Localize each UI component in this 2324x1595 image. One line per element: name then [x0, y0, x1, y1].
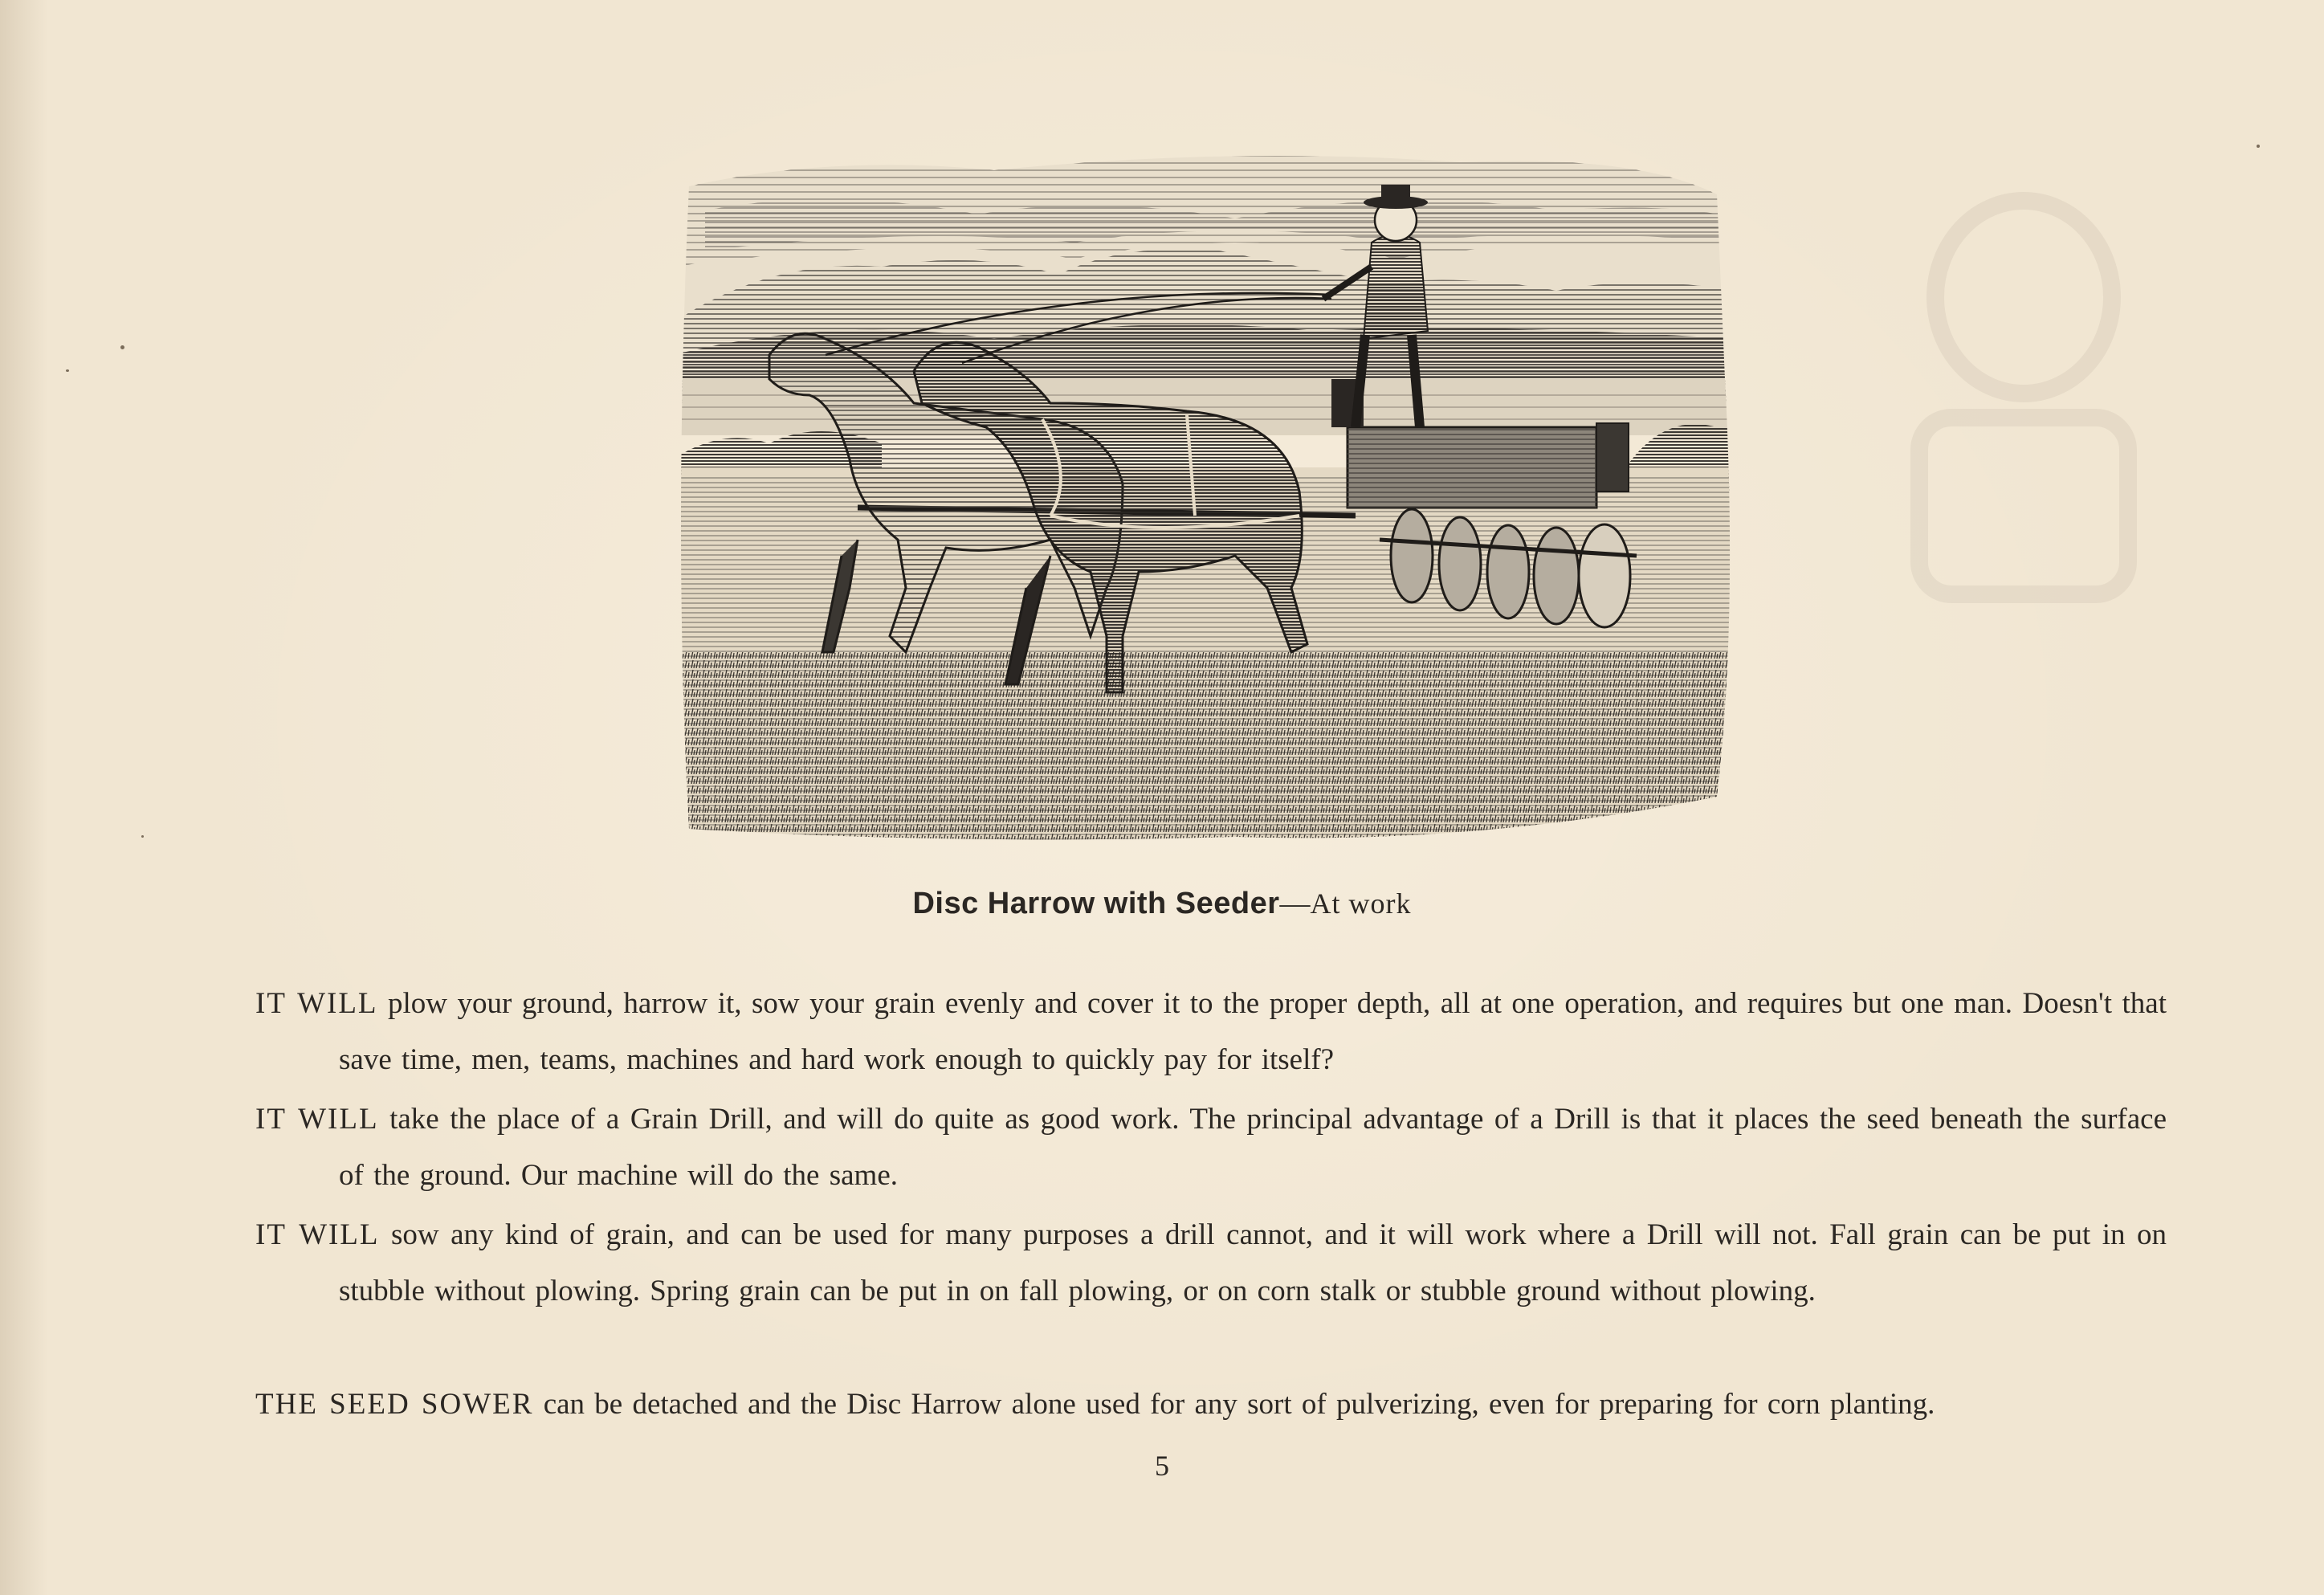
- paragraph-4: [255, 1377, 2167, 1433]
- page-number: 5: [1155, 1450, 1169, 1482]
- paragraph-text: plow your ground, harrow it, sow your grain evenly and cover it to the proper depth, all at one operation, and requires but one man. Doesn't that save time, men, teams, machines and hard work enough to quickly pay for itself?: [339, 987, 2167, 1076]
- caption-title: Disc Harrow with Seeder: [912, 887, 1280, 920]
- paragraph-text: can be detached and the Disc Harrow alone used for any sort of pulverizing, even for preparing for corn planting.: [533, 1388, 1935, 1421]
- paragraph-lead: IT WILL: [255, 1103, 379, 1136]
- engraving-illustration: [673, 138, 1738, 853]
- paragraph-lead: THE SEED SOWER: [255, 1388, 534, 1421]
- paragraph-lead: IT WILL: [255, 1218, 380, 1251]
- show-through-illustration: [1871, 177, 2160, 626]
- caption-subtitle: At work: [1310, 887, 1412, 920]
- caption-dash: —: [1279, 887, 1311, 920]
- paragraph-2: [255, 1091, 2167, 1204]
- paragraph-text: take the place of a Grain Drill, and will do quite as good work. The principal advantage of a Drill is that it places the seed beneath the surface of the ground. Our machine will do the same.: [339, 1103, 2167, 1192]
- paragraph-1: [255, 976, 2167, 1088]
- paragraph-text: sow any kind of grain, and can be used for many purposes a drill cannot, and it will work where a Drill will not. Fall grain can be put in on stubble without plowing. Spring grain can be put in on fall plowing, or on corn stalk or stubble ground without plowing.: [339, 1218, 2167, 1307]
- figure-caption: [0, 882, 2324, 925]
- paragraph-lead: IT WILL: [255, 987, 378, 1020]
- paragraph-3: [255, 1207, 2167, 1320]
